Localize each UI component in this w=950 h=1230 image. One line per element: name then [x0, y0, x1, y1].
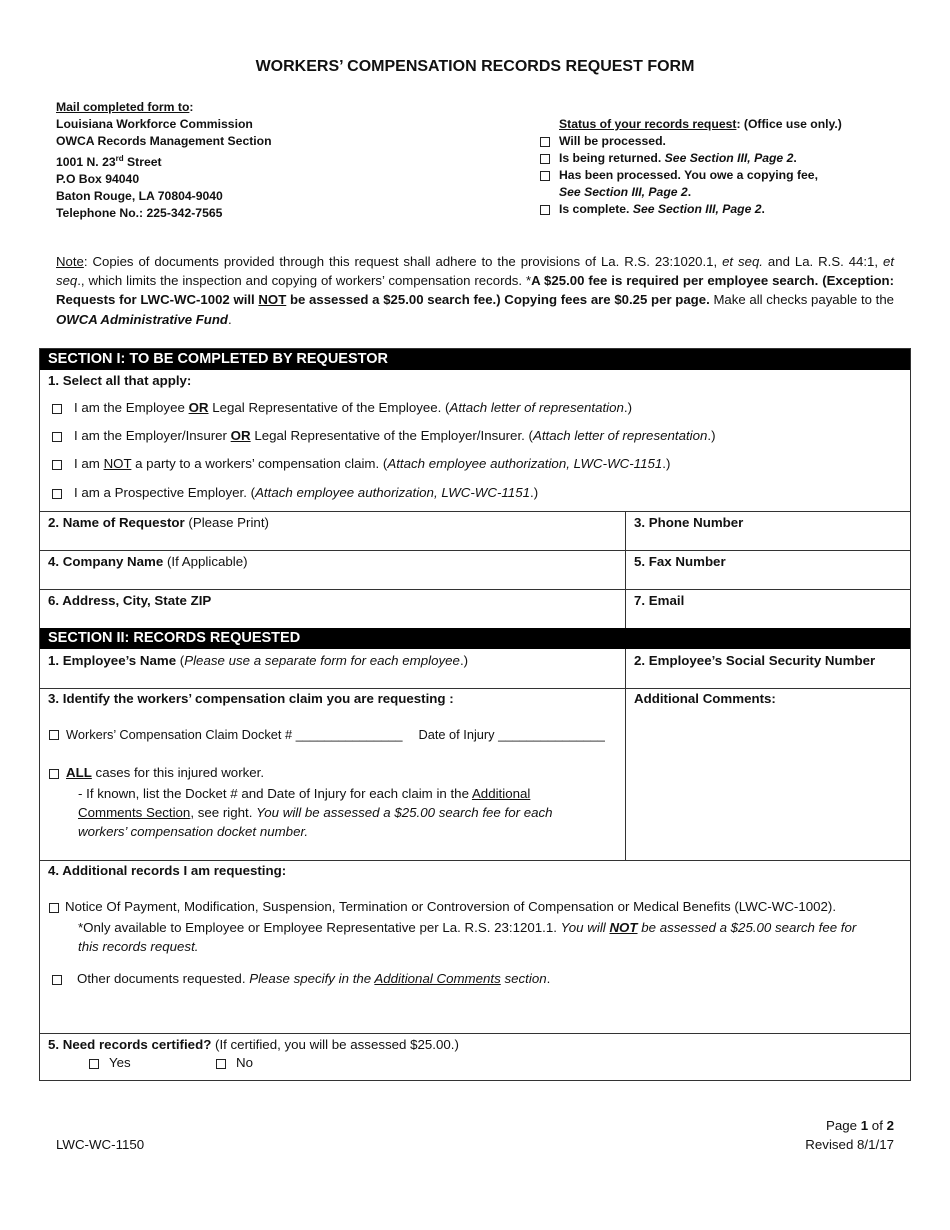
note-text: et seq.	[722, 254, 763, 269]
note-text: this records request.	[78, 939, 199, 954]
page-current: 1	[860, 1118, 869, 1133]
option-or: OR	[230, 428, 251, 443]
note-text: *Only available to Employee or Employee Representative per La. R.S. 23:1201.1.	[78, 920, 561, 935]
note-text: , see right.	[190, 805, 257, 820]
field-label: 1. Employee’s Name	[48, 653, 177, 668]
street-number: 1001 N. 23	[56, 155, 116, 170]
all-label: ALL	[66, 765, 92, 780]
punct: .	[761, 202, 765, 216]
company-name-field[interactable]	[48, 552, 248, 571]
option-text: .)	[530, 485, 539, 500]
option-note: Attach employee authorization, LWC-WC-1151	[387, 456, 663, 471]
note-link-text: Additional	[471, 786, 531, 801]
email-field[interactable]: 7. Email	[634, 593, 685, 608]
option-text: cases for this injured worker.	[91, 765, 265, 780]
address-line: OWCA Records Management Section	[56, 134, 272, 148]
option-notice-of-payment[interactable]	[49, 899, 836, 914]
address-line: P.O Box 94040	[56, 172, 140, 187]
option-text: .)	[662, 456, 671, 471]
divider	[40, 550, 910, 551]
column-divider	[625, 649, 626, 860]
ssn-field[interactable]: 2. Employee’s Social Security Number	[634, 653, 876, 668]
note-text: Make all checks payable to the	[709, 292, 894, 308]
additional-records-label: 4. Additional records I am requesting:	[48, 863, 287, 878]
page-text: Page	[825, 1118, 861, 1133]
checkbox[interactable]	[89, 1059, 99, 1069]
punct: .	[793, 151, 797, 165]
option-docket[interactable]	[49, 727, 605, 742]
mail-colon: :	[189, 100, 194, 114]
note-fund: OWCA Administrative Fund	[56, 311, 228, 327]
divider	[40, 589, 910, 590]
option-text: .)	[623, 400, 633, 415]
checkbox[interactable]	[216, 1059, 226, 1069]
note-fee-text: be assessed a $25.00 search fee.) Copying fees are $0.25 per page.	[286, 292, 710, 308]
request-form	[39, 348, 911, 1081]
option-link-text: Additional Comments	[374, 971, 501, 986]
note-text: ., which limits the inspection and copying of workers’ compensation records. *	[77, 273, 532, 289]
page-text: of	[868, 1118, 887, 1133]
note-link-text: Comments Section	[78, 805, 191, 820]
status-option-processed[interactable]	[540, 133, 842, 150]
column-divider	[625, 511, 626, 628]
status-block	[540, 116, 842, 218]
checkbox[interactable]	[540, 171, 550, 181]
punct: .	[687, 185, 692, 199]
note-fee-text: A $25.00 fee is required per employee search. (Exception: Requests for LWC-WC-1002 will	[56, 273, 895, 308]
option-text: a party to a workers’ compensation claim. (	[131, 456, 388, 471]
option-text: .	[546, 971, 551, 986]
checkbox[interactable]	[540, 154, 550, 164]
identify-claim-label: 3. Identify the workers’ compensation claim you are requesting :	[48, 691, 454, 706]
employee-name-field[interactable]	[48, 651, 468, 670]
note-text: and La. R.S. 44:1,	[762, 254, 883, 269]
option-employer[interactable]	[52, 428, 716, 443]
address-line: Baton Rouge, LA 70804-9040	[56, 189, 223, 204]
street-suffix: rd	[115, 154, 124, 163]
checkbox[interactable]	[49, 903, 59, 913]
option-text: I am	[74, 456, 104, 471]
option-text: Legal Representative of the Employee. (	[208, 400, 450, 415]
status-option-returned[interactable]	[540, 150, 842, 167]
note-label: Note	[56, 254, 84, 269]
option-not-party[interactable]	[52, 456, 670, 471]
status-option-label: Is being returned.	[559, 151, 665, 165]
option-note: Attach letter of representation	[532, 428, 708, 443]
option-text: .)	[707, 428, 716, 443]
street-name: Street	[123, 155, 162, 170]
address-street	[56, 150, 272, 171]
all-cases-note	[78, 784, 553, 841]
option-text: Notice Of Payment, Modification, Suspension, Termination or Controversion of Compensation or Medical Benefits (LWC-WC-1002).	[65, 899, 837, 914]
status-option-ref: See Section III, Page 2	[632, 202, 762, 216]
option-text: section	[500, 971, 547, 986]
revised-date: Revised 8/1/17	[805, 1137, 894, 1152]
address-line: Louisiana Workforce Commission	[56, 117, 253, 131]
checkbox[interactable]	[52, 432, 62, 442]
checkbox[interactable]	[540, 205, 550, 215]
note-text: .	[227, 311, 232, 327]
status-option-ref: See Section III, Page 2	[664, 151, 794, 165]
status-suffix: : (Office use only.)	[736, 117, 842, 131]
certified-no-option[interactable]	[216, 1055, 253, 1070]
requestor-name-field[interactable]	[48, 513, 269, 532]
field-hint: (If certified, you will be assessed $25.00.)	[211, 1037, 459, 1052]
option-all-cases[interactable]	[49, 765, 264, 780]
address-field[interactable]: 6. Address, City, State ZIP	[48, 593, 212, 608]
field-hint: (Please Print)	[184, 515, 269, 530]
address-phone: Telephone No.: 225-342-7565	[56, 206, 223, 221]
option-employee[interactable]	[52, 400, 632, 415]
note-text: et seq	[56, 254, 894, 289]
mail-label: Mail completed form to	[56, 100, 190, 114]
page-number	[826, 1116, 894, 1135]
note-text: workers’ compensation docket number.	[78, 824, 309, 839]
select-all-label: 1. Select all that apply:	[48, 373, 192, 388]
note-not: NOT	[258, 292, 287, 308]
option-text: I am a Prospective Employer. (	[74, 485, 256, 500]
status-option-label: Has been processed. You owe a copying fee,	[559, 168, 818, 182]
field-label: 4. Company Name	[48, 554, 164, 569]
status-option-label: Is complete.	[559, 202, 633, 216]
section-1-header: SECTION I: TO BE COMPLETED BY REQUESTOR	[40, 349, 910, 370]
form-number: LWC-WC-1150	[56, 1137, 145, 1152]
status-option-complete[interactable]	[540, 201, 842, 218]
field-label: 5. Need records certified?	[48, 1037, 212, 1052]
status-option-fee[interactable]	[540, 167, 842, 184]
status-label: Status of your records request	[559, 117, 737, 131]
divider	[40, 511, 910, 512]
phone-field[interactable]: 3. Phone Number	[634, 515, 744, 530]
option-text: Other documents requested.	[77, 971, 250, 986]
yes-label: Yes	[109, 1055, 131, 1070]
fax-field[interactable]: 5. Fax Number	[634, 554, 726, 569]
note-text: - If known, list the Docket # and Date of Injury for each claim in the	[78, 786, 472, 801]
option-text: Legal Representative of the Employer/Insurer. (	[250, 428, 533, 443]
note-paragraph	[56, 252, 894, 329]
option-text: I am the Employer/Insurer	[74, 428, 231, 443]
field-hint: Please use a separate form for each employee	[184, 653, 460, 668]
mailing-address	[56, 99, 272, 222]
field-label: 2. Name of Requestor	[48, 515, 185, 530]
note-not: NOT	[609, 920, 638, 935]
note-text: : Copies of documents provided through this request shall adhere to the provisions of La. R.S. 23:1020.1,	[83, 254, 723, 269]
status-option-ref: See Section III, Page 2	[559, 185, 688, 199]
note-text: You will	[560, 920, 610, 935]
checkbox[interactable]	[52, 460, 62, 470]
option-note: Attach employee authorization, LWC-WC-1151	[255, 485, 530, 500]
divider	[40, 1033, 910, 1034]
docket-label: Workers’ Compensation Claim Docket # _______________	[66, 727, 403, 742]
checkbox[interactable]	[49, 769, 59, 779]
option-other-documents[interactable]	[52, 971, 550, 986]
certified-label	[48, 1035, 459, 1054]
option-text: I am the Employee	[74, 400, 189, 415]
checkbox[interactable]	[52, 404, 62, 414]
injury-date-label: Date of Injury _______________	[418, 727, 605, 742]
no-label: No	[236, 1055, 253, 1070]
option-text: Please specify in the	[249, 971, 375, 986]
option-or: OR	[188, 400, 209, 415]
field-hint: (	[176, 653, 185, 668]
notice-note	[78, 918, 856, 956]
section-2-header: SECTION II: RECORDS REQUESTED	[40, 628, 910, 649]
field-hint: .)	[459, 653, 469, 668]
checkbox[interactable]	[52, 975, 62, 985]
option-not: NOT	[103, 456, 132, 471]
status-option-label: Will be processed.	[559, 134, 666, 148]
checkbox[interactable]	[540, 137, 550, 147]
option-note: Attach letter of representation	[449, 400, 624, 415]
checkbox[interactable]	[52, 489, 62, 499]
option-prospective-employer[interactable]	[52, 485, 538, 500]
certified-yes-option[interactable]	[89, 1055, 131, 1070]
field-hint: (If Applicable)	[163, 554, 248, 569]
note-text: be assessed a $25.00 search fee for	[637, 920, 857, 935]
checkbox[interactable]	[49, 730, 59, 740]
additional-comments-field[interactable]: Additional Comments:	[634, 691, 776, 706]
page-total: 2	[886, 1118, 894, 1133]
note-text: You will be assessed a $25.00 search fee for each	[256, 805, 553, 820]
form-title: WORKERS’ COMPENSATION RECORDS REQUEST FORM	[255, 58, 695, 75]
